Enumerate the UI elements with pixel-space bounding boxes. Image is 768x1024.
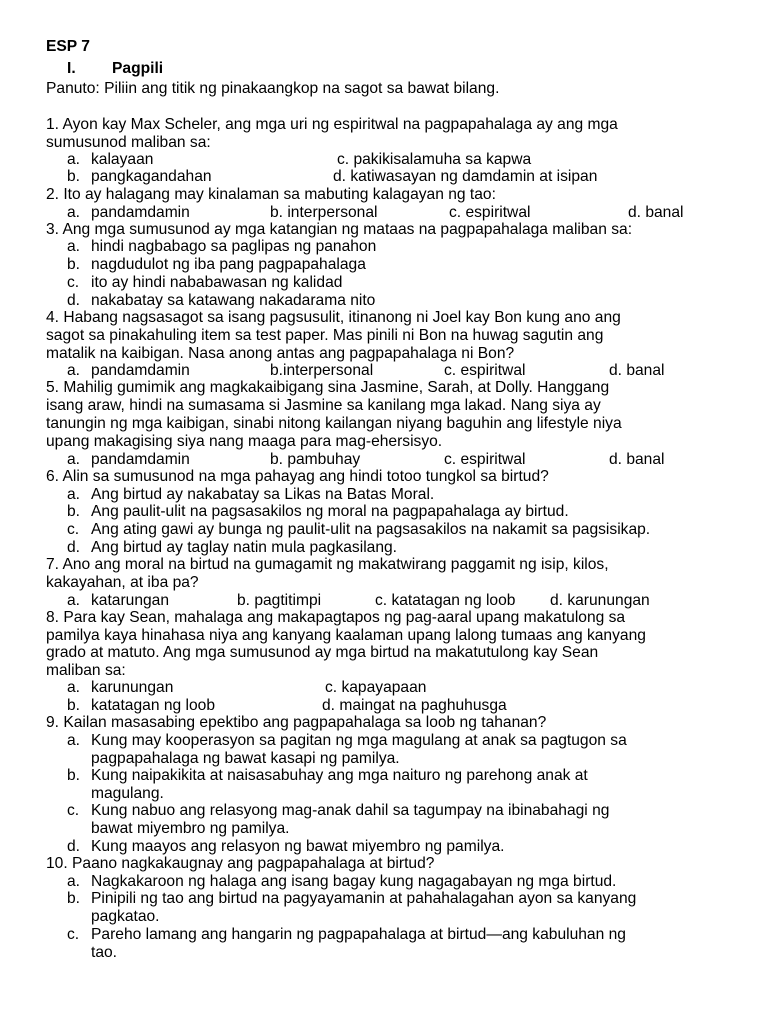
- q1-option-a-text: kalayaan: [91, 151, 154, 168]
- q9-option-a-text: Kung may kooperasyon sa pagitan ng mga magulang at anak sa pagtugon sa: [91, 732, 627, 749]
- q5-option-a-text: pandamdamin: [91, 451, 190, 468]
- section-number: I.: [67, 60, 76, 77]
- q4-stem-line: matalik na kaibigan. Nasa anong antas ang pagpapahalaga ni Bon?: [46, 345, 515, 362]
- q7-stem-line: kakayahan, at iba pa?: [46, 574, 199, 591]
- q6-option-b-letter: b.: [67, 503, 81, 520]
- q5-option-d: d. banal: [609, 451, 665, 468]
- q6-option-a-letter: a.: [67, 486, 81, 503]
- q9-option-c-text: bawat miyembro ng pamilya.: [91, 820, 290, 837]
- q3-option-b-letter: b.: [67, 256, 81, 273]
- q5-stem-line: 5. Mahilig gumimik ang magkakaibigang sina Jasmine, Sarah, at Dolly. Hanggang: [46, 379, 610, 396]
- q1-option-b-text: pangkagandahan: [91, 168, 212, 185]
- q10-stem: 10. Paano nagkakaugnay ang pagpapahalaga at birtud?: [46, 855, 435, 872]
- q8-option-b-letter: b.: [67, 697, 81, 714]
- q9-option-a-text: pagpapahalaga ng bawat kasapi ng pamilya.: [91, 750, 400, 767]
- q6-option-b-text: Ang paulit-ulit na pagsasakilos ng moral na pagpapahalaga ay birtud.: [91, 503, 569, 520]
- q5-stem-line: upang makagising siya nang maaga para mag-ehersisyo.: [46, 433, 443, 450]
- q1-option-b-letter: b.: [67, 168, 81, 185]
- q6-option-c-text: Ang ating gawi ay bunga ng paulit-ulit na pagsasakilos na nakamit sa pagsisikap.: [91, 521, 651, 538]
- q9-option-d-letter: d.: [67, 838, 81, 855]
- q8-option-a-text: karunungan: [91, 679, 174, 696]
- q8-option-b-text: katatagan ng loob: [91, 697, 215, 714]
- q3-option-d-letter: d.: [67, 292, 81, 309]
- q10-option-a-letter: a.: [67, 873, 81, 890]
- q3-stem: 3. Ang mga sumusunod ay mga katangian ng mataas na pagpapahalaga maliban sa:: [46, 221, 633, 238]
- q1-option-a-letter: a.: [67, 151, 81, 168]
- q10-option-a-text: Nagkakaroon ng halaga ang isang bagay kung nagagabayan ng mga birtud.: [91, 873, 617, 890]
- q8-stem-line: grado at matuto. Ang mga sumusunod ay mga birtud na makatutulong kay Sean: [46, 644, 599, 661]
- q2-option-b: b. interpersonal: [270, 204, 378, 221]
- q4-option-d: d. banal: [609, 362, 665, 379]
- q8-stem-line: maliban sa:: [46, 662, 126, 679]
- q5-option-a-letter: a.: [67, 451, 81, 468]
- q3-option-b-text: nagdudulot ng iba pang pagpapahalaga: [91, 256, 366, 273]
- q2-option-a-letter: a.: [67, 204, 81, 221]
- q5-option-c: c. espiritwal: [444, 451, 526, 468]
- q5-stem-line: tanungin ng mga kaibigan, sinabi nitong kailangan niyang baguhin ang lifestyle niya: [46, 415, 622, 432]
- q7-option-a-text: katarungan: [91, 592, 170, 609]
- q9-option-c-letter: c.: [67, 802, 80, 819]
- q8-stem-line: 8. Para kay Sean, mahalaga ang makapagtapos ng pag-aaral upang makatulong sa: [46, 609, 626, 626]
- q7-option-b: b. pagtitimpi: [237, 592, 322, 609]
- q9-option-d-text: Kung maayos ang relasyon ng bawat miyembro ng pamilya.: [91, 838, 505, 855]
- q3-option-c-text: ito ay hindi nababawasan ng kalidad: [91, 274, 343, 291]
- q6-option-c-letter: c.: [67, 521, 80, 538]
- q2-option-c: c. espiritwal: [449, 204, 531, 221]
- q3-option-c-letter: c.: [67, 274, 80, 291]
- q4-option-b: b.interpersonal: [270, 362, 374, 379]
- q10-option-b-text: Pinipili ng tao ang birtud na pagyayamanin at pahahalagahan ayon sa kanyang: [91, 890, 637, 907]
- q7-stem-line: 7. Ano ang moral na birtud na gumagamit ng makatwirang paggamit ng isip, kilos,: [46, 556, 609, 573]
- q1-option-c: c. pakikisalamuha sa kapwa: [337, 151, 532, 168]
- q3-option-d-text: nakabatay sa katawang nakadarama nito: [91, 292, 376, 309]
- q1-option-d: d. katiwasayan ng damdamin at isipan: [333, 168, 598, 185]
- q8-option-a-letter: a.: [67, 679, 81, 696]
- q4-option-a-letter: a.: [67, 362, 81, 379]
- q7-option-a-letter: a.: [67, 592, 81, 609]
- q1-stem-line: 1. Ayon kay Max Scheler, ang mga uri ng espiritwal na pagpapahalaga ay ang mga: [46, 116, 618, 133]
- q6-option-d-text: Ang birtud ay taglay natin mula pagkasilang.: [91, 539, 398, 556]
- q1-stem-line: sumusunod maliban sa:: [46, 134, 211, 151]
- q8-option-c: c. kapayapaan: [325, 679, 427, 696]
- q10-option-c-text: tao.: [91, 944, 118, 961]
- q6-option-a-text: Ang birtud ay nakabatay sa Likas na Batas Moral.: [91, 486, 435, 503]
- q8-option-d: d. maingat na paghuhusga: [322, 697, 507, 714]
- q10-option-c-text: Pareho lamang ang hangarin ng pagpapahalaga at birtud—ang kabuluhan ng: [91, 926, 626, 943]
- section-title: Pagpili: [112, 60, 164, 77]
- q10-option-c-letter: c.: [67, 926, 80, 943]
- q6-stem: 6. Alin sa sumusunod na mga pahayag ang hindi totoo tungkol sa birtud?: [46, 468, 549, 485]
- instructions: Panuto: Piliin ang titik ng pinakaangkop na sagot sa bawat bilang.: [46, 80, 500, 97]
- q8-stem-line: pamilya kaya hinahasa niya ang kanyang kaalaman upang lalong tumaas ang kanyang: [46, 627, 646, 644]
- q9-option-a-letter: a.: [67, 732, 81, 749]
- q7-option-d: d. karunungan: [550, 592, 650, 609]
- q2-option-a-text: pandamdamin: [91, 204, 190, 221]
- q2-stem: 2. Ito ay halagang may kinalaman sa mabuting kalagayan ng tao:: [46, 186, 496, 203]
- q10-option-b-text: pagkatao.: [91, 908, 160, 925]
- q9-option-b-text: magulang.: [91, 785, 164, 802]
- q2-option-d: d. banal: [628, 204, 684, 221]
- q4-option-a-text: pandamdamin: [91, 362, 190, 379]
- q9-option-c-text: Kung nabuo ang relasyong mag-anak dahil sa tagumpay na ibinabahagi ng: [91, 802, 610, 819]
- q3-option-a-text: hindi nagbabago sa paglipas ng panahon: [91, 238, 377, 255]
- q5-stem-line: isang araw, hindi na sumasama si Jasmine sa kanilang mga lakad. Nang siya ay: [46, 397, 601, 414]
- q5-option-b: b. pambuhay: [270, 451, 361, 468]
- q6-option-d-letter: d.: [67, 539, 81, 556]
- q3-option-a-letter: a.: [67, 238, 81, 255]
- q10-option-b-letter: b.: [67, 890, 81, 907]
- q7-option-c: c. katatagan ng loob: [375, 592, 516, 609]
- q9-option-b-letter: b.: [67, 767, 81, 784]
- q4-stem-line: 4. Habang nagsasagot sa isang pagsusulit, itinanong ni Joel kay Bon kung ano ang: [46, 309, 621, 326]
- subject-title: ESP 7: [46, 38, 90, 55]
- q9-option-b-text: Kung naipakikita at naisasabuhay ang mga naituro ng parehong anak at: [91, 767, 588, 784]
- q4-stem-line: sagot sa pinakahuling item sa test paper. Mas pinili ni Bon na huwag sagutin ang: [46, 327, 604, 344]
- q9-stem: 9. Kailan masasabing epektibo ang pagpapahalaga sa loob ng tahanan?: [46, 714, 547, 731]
- q4-option-c: c. espiritwal: [444, 362, 526, 379]
